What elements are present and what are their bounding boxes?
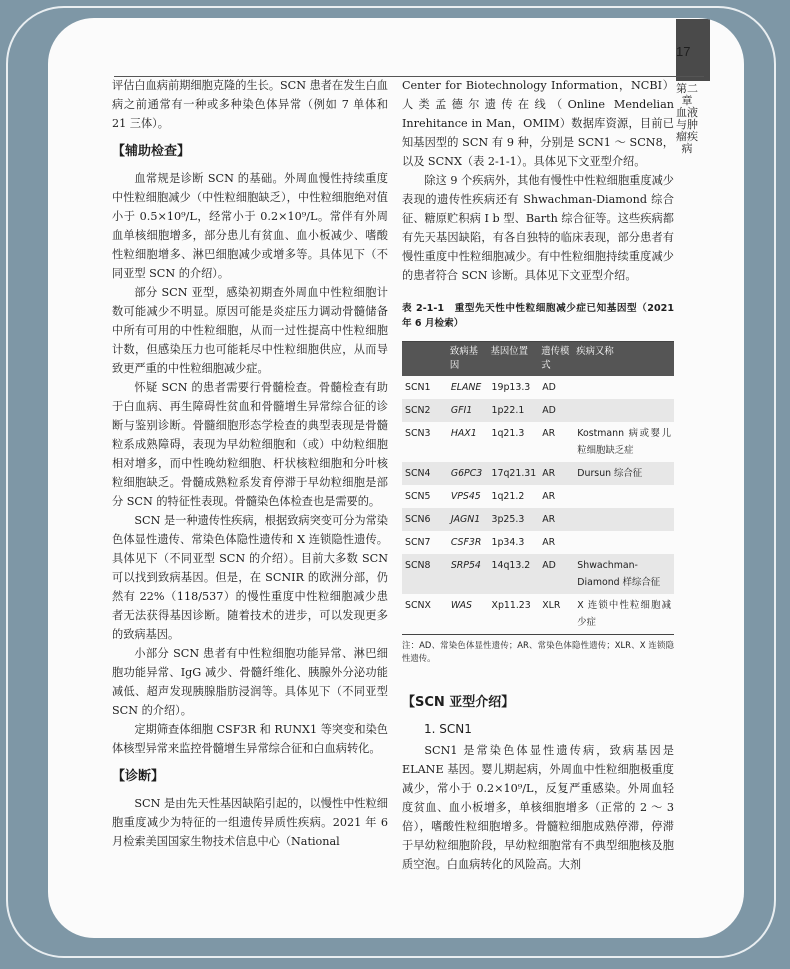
table-row	[402, 422, 674, 462]
table-row	[402, 594, 674, 635]
table-cell: CSF3R	[450, 537, 482, 548]
page-number: 17	[676, 44, 691, 59]
left-column	[112, 76, 388, 851]
table-row	[402, 531, 674, 554]
table-header-cell: 基因位置	[489, 342, 540, 377]
table-header-cell: 疾病又称	[574, 342, 674, 377]
table-cell: Dursun 综合征	[574, 462, 674, 485]
table-cell: AR	[542, 491, 556, 502]
paragraph: 部分 SCN 亚型，感染初期查外周血中性粒细胞计数可能减少不明显。原因可能是炎症压力调动骨髓储备中所有可用的中性粒细胞，从而一过性提高中性粒细胞计数，但感染压力也可能耗尽中性粒细胞供应，从而导致更严重的中性粒细胞减少症。	[112, 286, 388, 375]
table-cell: SCN4	[402, 462, 448, 485]
table-header-cell	[402, 342, 448, 377]
paragraph: SCN 是由先天性基因缺陷引起的，以慢性中性粒细胞重度减少为特征的一组遗传异质性疾病。2021 年 6 月检索美国国家生物技术信息中心（National	[112, 797, 388, 848]
table-cell: HAX1	[450, 428, 477, 439]
table-cell: 1p22.1	[489, 399, 540, 422]
table-cell: 17q21.31	[489, 462, 540, 485]
table-cell: AD	[539, 399, 574, 422]
table-cell: 3p25.3	[489, 508, 540, 531]
table-cell: AR	[539, 462, 574, 485]
table-note: 注：AD、常染色体显性遗传；AR、常染色体隐性遗传；XLR、X 连锁隐性遗传。	[402, 640, 674, 663]
table-cell: SCN8	[402, 554, 448, 594]
table-cell: WAS	[450, 600, 472, 611]
table-cell: 1p34.3	[491, 537, 525, 548]
table-cell	[574, 531, 674, 554]
table-cell	[574, 376, 674, 399]
table-cell: AR	[539, 508, 574, 531]
table-cell: AR	[542, 428, 556, 439]
table-cell: SCN5	[405, 491, 431, 502]
table-cell: Kostmann 病或婴儿粒细胞缺乏症	[577, 428, 671, 456]
section-heading-aux: 【辅助检查】	[112, 144, 191, 159]
table-cell: ELANE	[450, 382, 482, 393]
section-heading-diagnosis: 【诊断】	[112, 769, 165, 784]
table-cell: SCNX	[405, 600, 431, 611]
table-cell: VPS45	[450, 491, 481, 502]
table-row	[402, 376, 674, 399]
paragraph: SCN 是一种遗传性疾病，根据致病突变可分为常染色体显性遗传、常染色体隐性遗传和 X 连锁隐性遗传。具体见下（不同亚型 SCN 的介绍）。目前大多数 SCN 可以找到致病基因。但是，在 SCNIR 的欧洲分部，仍然有 22%（118/537）的慢性重度中性粒细胞减少患者无法获得基因诊断。随着技术的进步，可以发现更多的致病基因。	[112, 514, 388, 641]
table-cell: XLR	[542, 600, 561, 611]
chapter-side-label: 第二章 血液与肿瘤疾病	[676, 82, 698, 155]
table-header-cell: 致病基因	[448, 342, 489, 377]
subsection-heading: 1. SCN1	[424, 722, 472, 736]
table-cell: X 连锁中性粒细胞减少症	[577, 600, 671, 628]
table-cell: SCN3	[405, 428, 431, 439]
table-cell: 19p13.3	[491, 382, 531, 393]
table-cell	[574, 399, 674, 422]
table-cell: 1q21.3	[491, 428, 525, 439]
right-column	[402, 76, 674, 874]
book-page	[48, 18, 744, 938]
table-cell: SCN1	[405, 382, 431, 393]
table-cell: JAGN1	[448, 508, 489, 531]
table-cell: AD	[539, 554, 574, 594]
table-cell: SRP54	[448, 554, 489, 594]
paragraph: 评估白血病前期细胞克隆的生长。SCN 患者在发生白血病之前通常有一种或多种染色体异常（例如 7 单体和 21 三体）。	[112, 79, 388, 130]
table-cell: GFI1	[448, 399, 489, 422]
paragraph: Center for Biotechnology Information，NCBI）人类孟德尔遗传在线（Online Mendelian Inrehitance in Man，OMIM）数据库资源，目前已知基因型的 SCN 有 9 种，分别是 SCN1 ～ SCN8，以及 SCNX（表 2-1-1）。具体见下文亚型介绍。	[402, 79, 674, 168]
table-cell: 14q13.2	[489, 554, 540, 594]
paragraph: 怀疑 SCN 的患者需要行骨髓检查。骨髓检查有助于白血病、再生障碍性贫血和骨髓增生异常综合征的诊断与鉴别诊断。骨髓细胞形态学检查的典型表现是骨髓粒系成熟障碍，表现为早幼粒细胞和（或）中幼粒细胞相对增多，而中性晚幼粒细胞、杆状核粒细胞和分叶核粒细胞缺乏。骨髓成熟粒系发育停滞于早幼粒细胞是部分 SCN 的特征性表现。骨髓染色体检查也是需要的。	[112, 381, 388, 508]
paragraph: 定期筛查体细胞 CSF3R 和 RUNX1 等突变和染色体核型异常来监控骨髓增生异常综合征和白血病转化。	[112, 723, 388, 755]
paragraph: 除这 9 个疾病外，其他有慢性中性粒细胞重度减少表现的遗传性疾病还有 Shwachman-Diamond 综合征、糖原贮积病 I b 型、Barth 综合征等。这些疾病都有先天基因缺陷，有各自独特的临床表现，部分患者有慢性重度中性粒细胞减少。有中性粒细胞持续重度减少的患者符合 SCN 诊断。具体见下文亚型介绍。	[402, 174, 674, 282]
table-row	[402, 554, 674, 594]
paragraph: 血常规是诊断 SCN 的基础。外周血慢性持续重度中性粒细胞减少（中性粒细胞缺乏），中性粒细胞绝对值小于 0.5×10⁹/L，经常小于 0.2×10⁹/L。常伴有外周血单核细胞增多，部分患儿有贫血、血小板减少、嗜酸性粒细胞增多、淋巴细胞减少或增多等。具体见下（不同亚型 SCN 的介绍）。	[112, 172, 388, 280]
paragraph: SCN1 是常染色体显性遗传病，致病基因是 ELANE 基因。婴儿期起病，外周血中性粒细胞极重度减少，常小于 0.2×10⁹/L，反复严重感染。外周血轻度贫血、血小板增多，单核细胞增多（正常的 2 ～ 3 倍），嗜酸性粒细胞增多。骨髓粒细胞成熟停滞，停滞于早幼粒细胞阶段，早幼粒细胞常有不典型细胞核及胞质空泡。白血病转化的风险高。大剂	[402, 744, 674, 871]
table-header-row	[402, 342, 674, 377]
section-heading-subtypes: 【SCN 亚型介绍】	[402, 695, 515, 710]
table-row	[402, 508, 674, 531]
scn-genotype-table	[402, 341, 674, 635]
table-cell: 1q21.2	[491, 491, 525, 502]
paragraph: 小部分 SCN 患者有中性粒细胞功能异常、淋巴细胞功能异常、IgG 减少、骨髓纤维化、胰腺外分泌功能减低、超声发现胰腺脂肪浸润等。具体见下（不同亚型 SCN 的介绍）。	[112, 647, 388, 717]
table-row	[402, 485, 674, 508]
table-cell: SCN2	[402, 399, 448, 422]
table-body	[402, 376, 674, 635]
table-cell	[574, 485, 674, 508]
table-cell: Xp11.23	[491, 600, 531, 611]
table-cell: SCN7	[405, 537, 431, 548]
table-cell: AR	[542, 537, 556, 548]
table-cell: Shwachman-Diamond 样综合征	[574, 554, 674, 594]
table-cell: G6PC3	[448, 462, 489, 485]
table-cell: SCN6	[402, 508, 448, 531]
table-row	[402, 462, 674, 485]
table-cell: AD	[542, 382, 556, 393]
table-row	[402, 399, 674, 422]
table-cell	[574, 508, 674, 531]
table-caption: 表 2-1-1 重型先天性中性粒细胞减少症已知基因型（2021 年 6 月检索）	[402, 303, 674, 329]
table-header-cell: 遗传模式	[539, 342, 574, 377]
